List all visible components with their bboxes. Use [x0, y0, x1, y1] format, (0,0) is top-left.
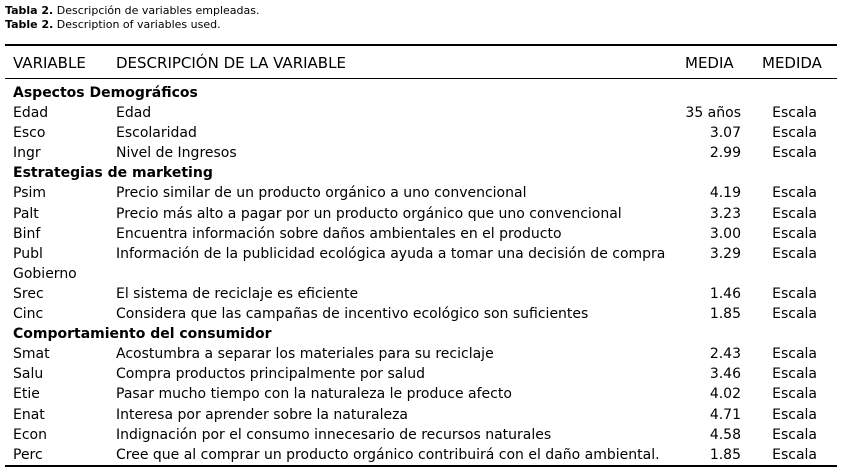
variable-mean: 3.07 — [709, 125, 741, 142]
variable-description: Cree que al comprar un producto orgánico contribuirá con el daño ambiental. — [116, 446, 660, 463]
section-label: Comportamiento del consumidor — [13, 326, 272, 343]
variable-measure: Escala — [772, 145, 817, 162]
variable-mean: 3.46 — [709, 366, 741, 383]
table-row — [0, 284, 842, 304]
variable-description: Compra productos principalmente por salud — [116, 366, 426, 383]
variable-mean: 3.00 — [709, 225, 741, 242]
variable-code: Srec — [13, 285, 44, 302]
variable-description: Edad — [116, 105, 152, 122]
section-row — [0, 324, 842, 344]
variable-measure: Escala — [772, 406, 817, 423]
variable-measure: Escala — [772, 125, 817, 142]
variable-description: Pasar mucho tiempo con la naturaleza le produce afecto — [116, 386, 512, 403]
table-row — [0, 103, 842, 123]
variable-measure: Escala — [772, 446, 817, 463]
variable-mean: 4.71 — [709, 406, 741, 423]
table-row — [0, 143, 842, 163]
variable-mean: 3.23 — [709, 205, 741, 222]
variable-mean: 1.85 — [709, 446, 741, 463]
variable-measure: Escala — [772, 185, 817, 202]
table-top-rule — [5, 44, 837, 46]
variable-description: Información de la publicidad ecológica ayuda a tomar una decisión de compra — [116, 245, 666, 262]
variable-code: Ingr — [13, 145, 41, 162]
table-row — [0, 183, 842, 203]
variable-description: Interesa por aprender sobre la naturaleza — [116, 406, 409, 423]
variable-mean: 1.46 — [709, 285, 741, 302]
variable-measure: Escala — [772, 285, 817, 302]
variable-code: Enat — [13, 406, 45, 423]
table-row — [0, 304, 842, 324]
variable-description: El sistema de reciclaje es eficiente — [116, 285, 359, 302]
variable-mean: 2.43 — [709, 346, 741, 363]
table-row — [0, 204, 842, 224]
variable-measure: Escala — [772, 366, 817, 383]
variable-mean: 4.19 — [709, 185, 741, 202]
variable-code: Publ — [13, 245, 43, 262]
variable-description: Precio más alto a pagar por un producto orgánico que uno convencional — [116, 205, 622, 222]
table-row — [0, 364, 842, 384]
section-label: Aspectos Demográficos — [13, 85, 198, 101]
variable-measure: Escala — [772, 205, 817, 222]
variable-code: Edad — [13, 105, 49, 122]
variable-code: Etie — [13, 386, 40, 403]
variable-measure: Escala — [772, 426, 817, 443]
variable-code: Psim — [13, 185, 47, 202]
caption-english-label: Table 2. — [5, 18, 54, 31]
variable-code: Palt — [13, 205, 39, 222]
variable-mean: 4.02 — [709, 386, 741, 403]
header-measure: MEDIDA — [762, 54, 822, 72]
variable-measure: Escala — [772, 306, 817, 323]
variable-description: Acostumbra a separar los materiales para su reciclaje — [116, 346, 494, 363]
table-body — [0, 83, 842, 465]
variable-code: Salu — [13, 366, 44, 383]
section-row — [0, 264, 842, 284]
variable-mean: 2.99 — [709, 145, 741, 162]
header-variable: VARIABLE — [13, 54, 86, 72]
table-row — [0, 425, 842, 445]
caption-spanish — [5, 4, 259, 18]
variable-code: Perc — [13, 446, 43, 463]
variable-code: Binf — [13, 225, 41, 242]
caption-english-text: Description of variables used. — [53, 18, 221, 31]
table-bottom-rule — [5, 465, 837, 467]
variable-measure: Escala — [772, 105, 817, 122]
variable-code: Econ — [13, 426, 47, 443]
table-row — [0, 384, 842, 404]
header-mean: MEDIA — [685, 54, 734, 72]
variable-description: Escolaridad — [116, 125, 197, 142]
variable-measure: Escala — [772, 346, 817, 363]
variable-code: Smat — [13, 346, 50, 363]
table-row — [0, 344, 842, 364]
section-row — [0, 83, 842, 103]
caption-english — [5, 18, 259, 32]
caption-spanish-text: Descripción de variables empleadas. — [53, 4, 260, 17]
variable-code: Esco — [13, 125, 46, 142]
variable-measure: Escala — [772, 225, 817, 242]
caption-spanish-label: Tabla 2. — [5, 4, 54, 17]
variable-mean: 35 años — [685, 105, 741, 122]
variable-description: Considera que las campañas de incentivo ecológico son suficientes — [116, 306, 589, 323]
variable-measure: Escala — [772, 245, 817, 262]
variable-description: Precio similar de un producto orgánico a uno convencional — [116, 185, 527, 202]
variable-description: Nivel de Ingresos — [116, 145, 237, 162]
section-row — [0, 163, 842, 183]
variable-mean: 1.85 — [709, 306, 741, 323]
table-row — [0, 405, 842, 425]
variable-code: Cinc — [13, 306, 44, 323]
header-description: DESCRIPCIÓN DE LA VARIABLE — [116, 54, 346, 72]
variable-measure: Escala — [772, 386, 817, 403]
table-row — [0, 224, 842, 244]
section-label: Estrategias de marketing — [13, 165, 213, 182]
table-header-rule — [5, 78, 837, 79]
table-row — [0, 123, 842, 143]
table-row — [0, 445, 842, 465]
variable-mean: 4.58 — [709, 426, 741, 443]
section-label: Gobierno — [13, 265, 77, 282]
variable-description: Encuentra información sobre daños ambientales en el producto — [116, 225, 562, 242]
variable-description: Indignación por el consumo innecesario de recursos naturales — [116, 426, 552, 443]
table-captions — [5, 4, 259, 32]
table-row — [0, 244, 842, 264]
variable-mean: 3.29 — [709, 245, 741, 262]
